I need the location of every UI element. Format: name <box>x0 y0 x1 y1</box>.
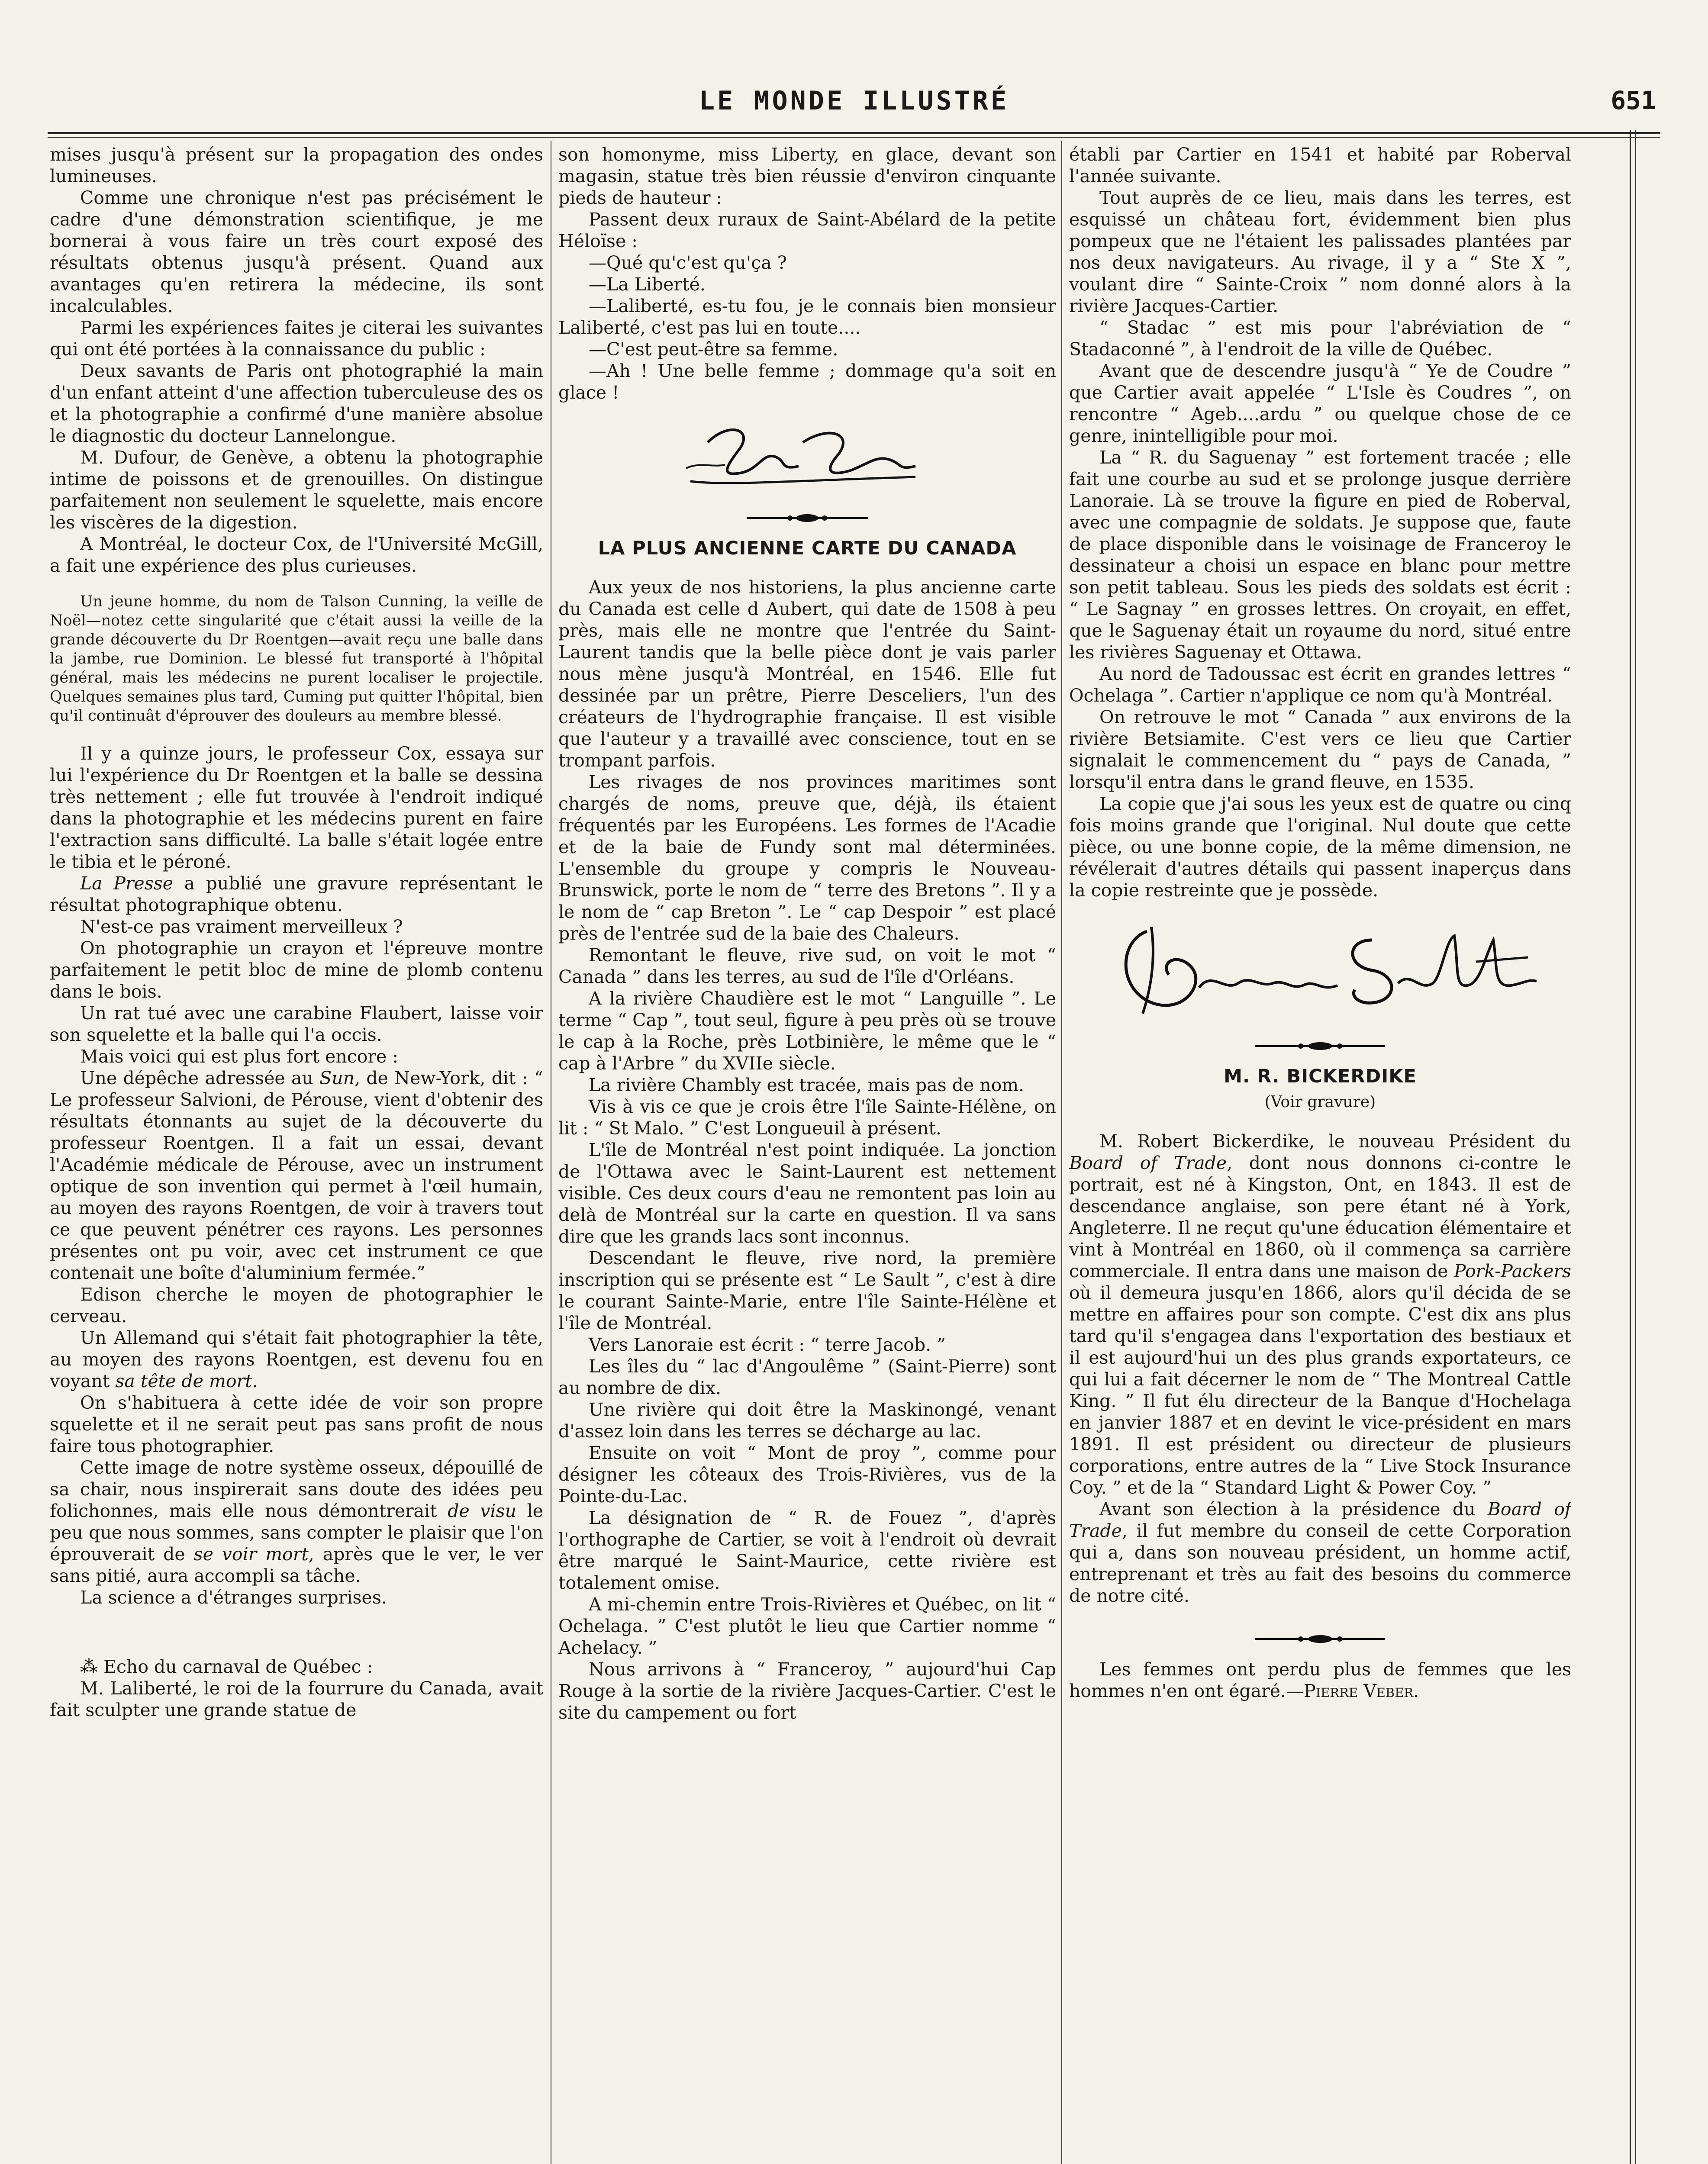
page-number: 651 <box>1611 86 1656 115</box>
right-margin-rule <box>1630 130 1631 2164</box>
section-heading: M. R. BICKERDIKE <box>1224 1066 1417 1087</box>
paragraph: Tout auprès de ce lieu, mais dans les terres, est esquissé un château fort, évidemment bien plus pompeux que ne l'étaient les palissades plantées par nos deux navigateurs. Au rivage, il y a “ Ste X ”, voulant dire “ Sainte-Croix ” nom donné alors à la rivière Jacques-Cartier. <box>1069 187 1571 316</box>
paragraph: Ensuite on voit “ Mont de proy ”, comme pour désigner les côteaux des Trois-Rivières, vus de la Pointe-du-Lac. <box>558 1443 1056 1507</box>
paragraph: Nous arrivons à “ Franceroy, ” aujourd'hui Cap Rouge à la sortie de la rivière Jacques-Cartier. C'est le site du campement ou fort <box>558 1659 1056 1723</box>
paragraph: Descendant le fleuve, rive nord, la première inscription qui se présente est “ Le Sault ”, c'est à dire le courant Sainte-Marie, entre l'île Sainte-Hélène et l'île de Montréal. <box>558 1248 1056 1333</box>
paragraph: La Presse a publié une gravure représentant le résultat photographique obtenu. <box>50 873 543 915</box>
paragraph: —C'est peut-être sa femme. <box>589 339 838 360</box>
column-1 <box>50 144 543 2164</box>
paragraph: La science a d'étranges surprises. <box>80 1587 387 1608</box>
paragraph: A la rivière Chaudière est le mot “ Languille ”. Le terme “ Cap ”, tout seul, figure à peu près où se trouve le cap à la Roche, près Lotbinière, le même que le “ cap à l'Arbre ” du XVIIe siècle. <box>558 988 1056 1074</box>
paragraph: Les rivages de nos provinces maritimes sont chargés de noms, preuve que, déjà, ils étaient fréquentés par les Européens. Les formes de l'Acadie et de la baie de Fundy sont mal déterminées. L'ensemble du groupe y compris le Nouveau-Brunswick, porte le nom de “ terre des Bretons ”. Il y a le nom de “ cap Breton ”. Le “ cap Despoir ” est placé près de l'entrée sud de la baie des Chaleurs. <box>558 772 1056 944</box>
right-margin-rule <box>1635 130 1636 2164</box>
paragraph: Comme une chronique n'est pas précisément le cadre d'une démonstration scientifique, je me bornerai à vous faire un très court exposé des résultats obtenus jusqu'à présent. Quand aux avantages qu'en retirera la médecine, ils sont incalculables. <box>50 187 543 316</box>
paragraph: A Montréal, le docteur Cox, de l'Université McGill, a fait une expérience des plus curieuses. <box>50 534 543 576</box>
paragraph: On retrouve le mot “ Canada ” aux environs de la rivière Betsiamite. C'est vers ce lieu que Cartier signalait le commencement du “ pays de Canada, ” lorsqu'il entra dans le grand fleuve, en 1535. <box>1069 707 1571 792</box>
paragraph: Avant son élection à la présidence du Board of Trade, il fut membre du conseil de cette Corporation qui a, dans son nouveau président, un homme actif, entreprenant et très au fait des besoins du commerce de notre cité. <box>1069 1499 1571 1606</box>
paragraph: Mais voici qui est plus fort encore : <box>80 1046 399 1067</box>
header-rule <box>48 132 1660 134</box>
paragraph: mises jusqu'à présent sur la propagation des ondes lumineuses. <box>50 144 543 187</box>
paragraph: Aux yeux de nos historiens, la plus ancienne carte du Canada est celle d Aubert, qui date de 1508 à peu près, mais elle ne montre que l'entrée du Saint-Laurent tandis que la belle pièce dont je vais parler nous mène jusqu'à Montréal, en 1546. Elle fut dessinée par un prêtre, Pierre Desceliers, l'un des créateurs de l'hydrographie française. Il est visible que l'auteur y a travaillé avec conscience, tout en se trompant parfois. <box>558 577 1056 771</box>
paragraph: son homonyme, miss Liberty, en glace, devant son magasin, statue très bien réussie d'environ cinquante pieds de hauteur : <box>558 144 1056 208</box>
paragraph: Remontant le fleuve, rive sud, on voit le mot “ Canada ” dans les terres, au sud de l'île d'Orléans. <box>558 945 1056 987</box>
section-ornament <box>1255 1633 1385 1646</box>
paragraph: La rivière Chambly est tracée, mais pas de nom. <box>589 1075 1025 1095</box>
paragraph: Vis à vis ce que je crois être l'île Sainte-Hélène, on lit : “ St Malo. ” C'est Longueuil à présent. <box>558 1096 1056 1139</box>
section-ornament <box>1255 1040 1385 1053</box>
column-2 <box>558 144 1056 2164</box>
author-credit: Pierre Veber. <box>1304 1681 1419 1701</box>
paragraph: Une dépêche adressée au Sun, de New-York, dit : “ Le professeur Salvioni, de Pérouse, vient d'obtenir des résultats étonnants au sujet de la découverte du professeur Roentgen. Il a fait un essai, devant l'Académie médicale de Pérouse, avec un instrument optique de son invention qui permet à l'œil humain, au moyen des rayons Roentgen, de voir à travers tout ce que peuvent pénétrer ces rayons. Les personnes présentes ont pu voir, avec cet instrument ce que contenait une boîte d'aluminium fermée.” <box>50 1068 543 1283</box>
paragraph: M. Laliberté, le roi de la fourrure du Canada, avait fait sculpter une grande statue de <box>50 1678 543 1720</box>
paragraph: Au nord de Tadoussac est écrit en grandes lettres “ Ochelaga ”. Cartier n'applique ce nom qu'à Montréal. <box>1069 663 1571 706</box>
paragraph: —Qué qu'c'est qu'ça ? <box>589 252 787 273</box>
signature-benjamin-sulte <box>1095 914 1545 1027</box>
paragraph: On photographie un crayon et l'épreuve montre parfaitement le petit bloc de mine de plomb contenu dans le bois. <box>50 938 543 1002</box>
paragraph: Un rat tué avec une carabine Flaubert, laisse voir son squelette et la balle qui l'a occis. <box>50 1003 543 1045</box>
page-header <box>48 82 1660 134</box>
newspaper-name: La Presse <box>80 873 174 894</box>
header-rule-thin <box>48 137 1660 138</box>
paragraph: Il y a quinze jours, le professeur Cox, essaya sur lui l'expérience du Dr Roentgen et la balle se dessina très nettement ; elle fut trouvée à l'endroit indiqué dans la photographie et les médecins purent en faire l'extraction sans difficulté. La balle s'était logée entre le tibia et le péroné. <box>50 743 543 872</box>
paragraph: Les îles du “ lac d'Angoulême ” (Saint-Pierre) sont au nombre de dix. <box>558 1356 1056 1398</box>
paragraph: N'est-ce pas vraiment merveilleux ? <box>80 916 403 937</box>
signature-leon-ledieu <box>673 416 941 499</box>
paragraph-small: Un jeune homme, du nom de Talson Cunning, la veille de Noël—notez cette singularité que c'était aussi la veille de la grande découverte du Dr Roentgen—avait reçu une balle dans la jambe, rue Dominion. Le blessé fut transporté à l'hôpital général, mais les médecins ne purent localiser le projectile. Quelques semaines plus tard, Cuming put quitter l'hôpital, bien qu'il continuât d'éprouver des douleurs au membre blessé. <box>50 593 543 725</box>
paragraph: On s'habituera à cette idée de voir son propre squelette et il ne serait peut pas sans profit de nous faire tous photographier. <box>50 1392 543 1456</box>
paragraph: Parmi les expériences faites je citerai les suivantes qui ont été portées à la connaissance du public : <box>50 317 543 360</box>
paragraph: Avant que de descendre jusqu'à “ Ye de Coudre ” que Cartier avait appelée “ L'Isle ès Coudres ”, on rencontre “ Ageb....ardu ” ou quelque chose de ce genre, inintelligible pour moi. <box>1069 361 1571 446</box>
paragraph: Un Allemand qui s'était fait photographier la tête, au moyen des rayons Roentgen, est devenu fou en voyant sa tête de mort. <box>50 1327 543 1391</box>
column-3 <box>1069 144 1571 2164</box>
paragraph: établi par Cartier en 1541 et habité par Roberval l'année suivante. <box>1069 144 1571 187</box>
section-ornament <box>747 512 868 525</box>
paragraph: A mi-chemin entre Trois-Rivières et Québec, on lit “ Ochelaga. ” C'est plutôt le lieu que Cartier nomme “ Achelacy. ” <box>558 1594 1056 1658</box>
paragraph: Vers Lanoraie est écrit : “ terre Jacob. ” <box>589 1334 946 1355</box>
masthead: LE MONDE ILLUSTRÉ <box>699 86 1009 116</box>
paragraph: La copie que j'ai sous les yeux est de quatre ou cinq fois moins grande que l'original. Nul doute que cette pièce, ou une bonne copie, de la même dimension, ne révélerait d'autres détails qui passent inaperçus dans la copie restreinte que je possède. <box>1069 793 1571 901</box>
paragraph: Cette image de notre système osseux, dépouillé de sa chair, nous inspirerait sans doute des idées peu folichonnes, mais elle nous démontrerait de visu le peu que nous sommes, sans compter le plaisir que l'on éprouverait de se voir mort, après que le ver, le ver sans pitié, aura accompli sa tâche. <box>50 1457 543 1586</box>
paragraph: ⁂ Echo du carnaval de Québec : <box>80 1656 373 1677</box>
paragraph: Les femmes ont perdu plus de femmes que les hommes n'en ont égaré.—Pierre Veber. <box>1069 1659 1571 1701</box>
paragraph: Edison cherche le moyen de photographier le cerveau. <box>50 1284 543 1327</box>
paragraph: M. Dufour, de Genève, a obtenu la photographie intime de poissons et de grenouilles. On distingue parfaitement non seulement le squelette, mais encore les viscères de la digestion. <box>50 447 543 533</box>
paragraph: La “ R. du Saguenay ” est fortement tracée ; elle fait une courbe au sud et se prolonge jusque derrière Lanoraie. Là se trouve la figure en pied de Roberval, avec une compagnie de soldats. Je suppose que, faute de place disponible dans le voisinage de Franceroy le dessinateur a choisi un espace en blanc pour mettre son petit tableau. Sous les pieds des soldats est écrit : “ Le Sagnay ” en grosses lettres. On croyait, en effet, que le Saguenay était un royaume du nord, situé entre les rivières Saguenay et Ottawa. <box>1069 447 1571 663</box>
paragraph: La désignation de “ R. de Fouez ”, d'après l'orthographe de Cartier, se voit à l'endroit où devrait être marqué le Saint-Maurice, cette rivière est totalement omise. <box>558 1507 1056 1593</box>
paragraph: Une rivière qui doit être la Maskinongé, venant d'assez loin dans les terres se décharge au lac. <box>558 1399 1056 1442</box>
paragraph: “ Stadac ” est mis pour l'abréviation de “ Stadaconné ”, à l'endroit de la ville de Québec. <box>1069 317 1571 360</box>
paragraph: Passent deux ruraux de Saint-Abélard de la petite Héloïse : <box>558 209 1056 251</box>
section-subheading: (Voir gravure) <box>1264 1093 1376 1111</box>
paragraph: Deux savants de Paris ont photographié la main d'un enfant atteint d'une affection tuberculeuse des os et la photographie a confirmé d'une manière absolue le diagnostic du docteur Lannelongue. <box>50 361 543 446</box>
column-divider <box>1061 141 1062 2164</box>
section-heading: LA PLUS ANCIENNE CARTE DU CANADA <box>598 538 1017 559</box>
paragraph: —Ah ! Une belle femme ; dommage qu'a soit en glace ! <box>558 361 1056 403</box>
paragraph: L'île de Montréal n'est point indiquée. La jonction de l'Ottawa avec le Saint-Laurent est nettement visible. Ces deux cours d'eau ne remontent pas loin au delà de Montréal sur la carte en question. Il va sans dire que les grands lacs sont inconnus. <box>558 1140 1056 1247</box>
paragraph: —Laliberté, es-tu fou, je le connais bien monsieur Laliberté, c'est pas lui en toute.... <box>558 296 1056 338</box>
paragraph: M. Robert Bickerdike, le nouveau Président du Board of Trade, dont nous donnons ci-contre le portrait, est né à Kingston, Ont, en 1843. Il est de descendance anglaise, son pere étant né à York, Angleterre. Il ne reçut qu'une éducation élémentaire et vint à Montréal en 1860, où il commença sa carrière commerciale. Il entra dans une maison de Pork-Packers où il demeura jusqu'en 1866, alors qu'il décida de se mettre en affaires pour son compte. C'est dix ans plus tard qu'il s'engagea dans l'exportation des bestiaux et il est aujourd'hui un des plus grands exportateurs, ce qui lui a fait décerner le nom de “ The Montreal Cattle King. ” Il fut élu directeur de la Banque d'Hochelaga en janvier 1887 et en devint le vice-président en mars 1891. Il est président ou directeur de plusieurs corporations, entre autres de la “ Live Stock Insurance Coy. ” et de la “ Standard Light & Power Coy. ” <box>1069 1131 1571 1498</box>
paragraph: —La Liberté. <box>589 274 706 295</box>
